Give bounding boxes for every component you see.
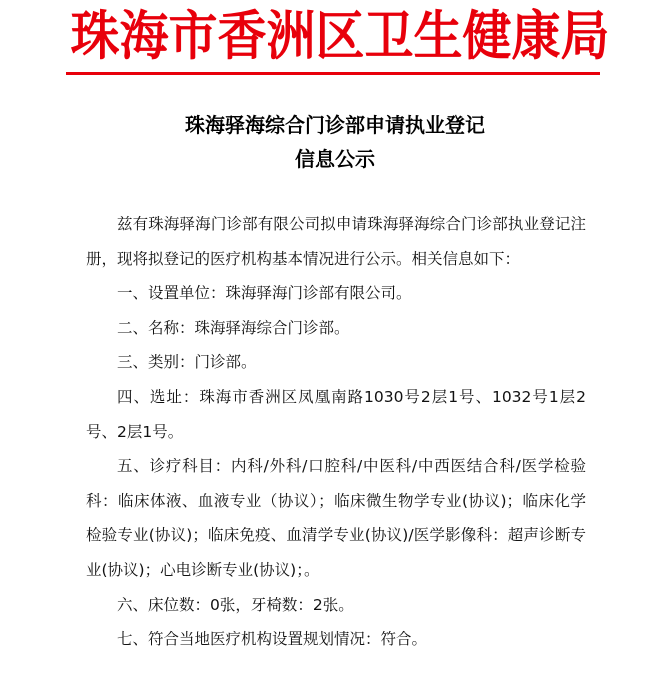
letterhead-red-rule	[66, 72, 600, 75]
document-body	[86, 207, 586, 657]
letterhead	[0, 0, 670, 78]
document-title-line-2: 信息公示	[295, 147, 375, 171]
item-clinical-departments: 五、诊疗科目：内科/外科/口腔科/中医科/中西医结合科/医学检验科：临床体液、血液专业（协议）；临床微生物学专业(协议)；临床化学检验专业(协议)；临床免疫、血清学专业(协议)/医学影像科：超声诊断专业(协议)；心电诊断专业(协议)；。	[86, 457, 586, 579]
item-name: 二、名称：珠海驿海综合门诊部。	[117, 318, 350, 337]
intro-paragraph: 兹有珠海驿海门诊部有限公司拟申请珠海驿海综合门诊部执业登记注册，现将拟登记的医疗机构基本情况进行公示。相关信息如下：	[86, 215, 586, 268]
item-location: 四、选址：珠海市香洲区凤凰南路1030号2层1号、1032号1层2号、2层1号。	[86, 387, 586, 441]
document-title	[0, 108, 670, 176]
document-title-line-1: 珠海驿海综合门诊部申请执业登记	[185, 113, 485, 137]
issuing-organization-name: 珠海市香洲区卫生健康局	[70, 4, 610, 67]
item-beds-chairs: 六、床位数：0张，牙椅数：2张。	[117, 595, 354, 614]
item-setup-unit: 一、设置单位：珠海驿海门诊部有限公司。	[117, 284, 412, 303]
item-category: 三、类别：门诊部。	[117, 353, 257, 372]
item-planning-compliance: 七、符合当地医疗机构设置规划情况：符合。	[117, 630, 428, 649]
